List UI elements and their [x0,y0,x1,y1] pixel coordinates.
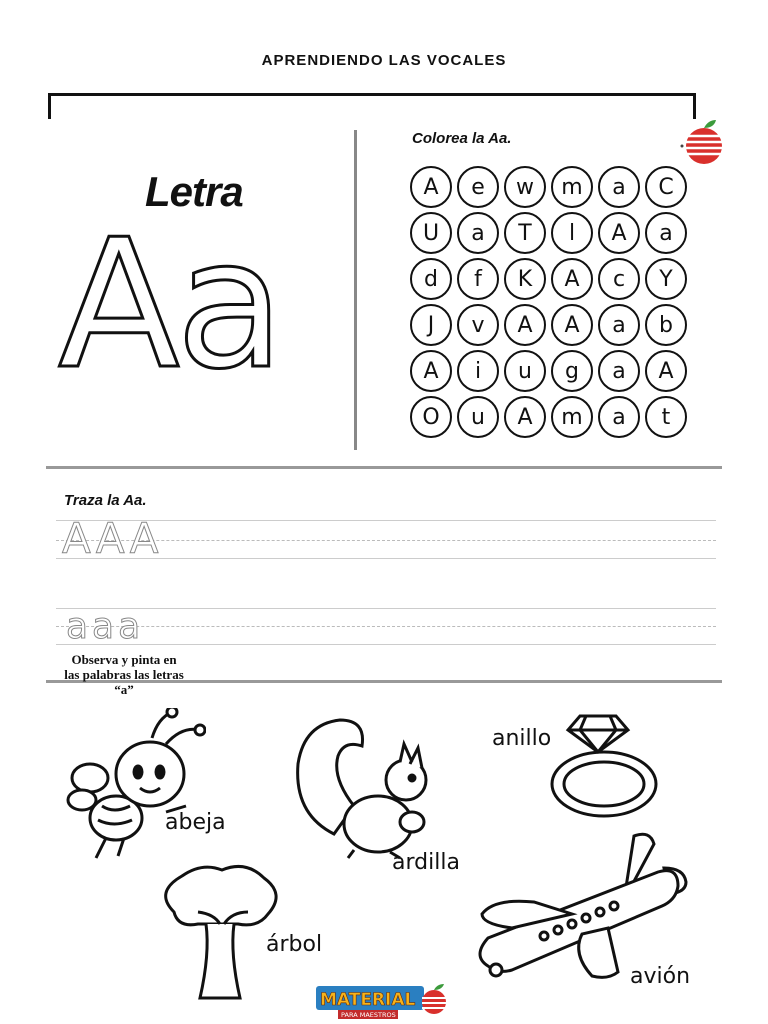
letter-circle[interactable]: A [645,350,687,392]
letter-circle[interactable]: U [410,212,452,254]
letter-circle[interactable]: A [551,304,593,346]
observa-line-1: Observa y pinta en [71,652,177,667]
word-ardilla: ardilla [392,850,460,875]
guide-dashed-line [56,626,716,627]
big-outline-letters: Aa [58,201,281,408]
letter-circle[interactable]: u [504,350,546,392]
letter-circle[interactable]: C [645,166,687,208]
trace-lowercase: aaa [66,606,145,647]
letter-circle[interactable]: Y [645,258,687,300]
colorea-instruction: Colorea la Aa. [412,130,512,147]
tree-icon [154,862,284,1002]
letter-circle[interactable]: a [645,212,687,254]
letter-circle[interactable]: A [551,258,593,300]
traza-instruction: Traza la Aa. [64,492,147,509]
letra-heading: Letra [145,168,243,215]
letter-circle[interactable]: l [551,212,593,254]
frame-border [48,93,696,119]
brand-name: MATERIAL [320,990,416,1010]
letter-circle[interactable]: a [598,350,640,392]
letter-circle[interactable]: a [598,166,640,208]
letter-circle[interactable]: e [457,166,499,208]
guide-line [56,608,716,609]
letter-circle[interactable]: b [645,304,687,346]
trace-uppercase: AAA [62,514,163,563]
brand-tagline: PARA MAESTROS [341,1011,396,1019]
word-arbol: árbol [266,932,323,957]
letter-circle[interactable]: f [457,258,499,300]
letter-circle[interactable]: i [457,350,499,392]
letter-circle[interactable]: t [645,396,687,438]
letter-circle[interactable]: d [410,258,452,300]
word-abeja: abeja [165,810,226,835]
letter-circle-grid [410,166,692,440]
observa-instruction [40,652,208,697]
letter-circle[interactable]: v [457,304,499,346]
letter-circle[interactable]: A [504,396,546,438]
ring-icon [544,702,664,822]
letter-circle[interactable]: O [410,396,452,438]
letter-circle[interactable]: A [598,212,640,254]
letter-circle[interactable]: u [457,396,499,438]
letter-circle[interactable]: A [410,350,452,392]
letter-circle[interactable]: T [504,212,546,254]
letter-circle[interactable]: K [504,258,546,300]
observa-line-3: “a” [114,682,134,697]
squirrel-icon [294,714,444,864]
word-anillo: anillo [492,726,552,751]
section-divider-1 [46,466,722,469]
letter-circle[interactable]: m [551,166,593,208]
letter-circle[interactable]: a [598,396,640,438]
apple-logo-icon [678,118,724,168]
vertical-divider [354,130,357,450]
material-para-maestros-logo-icon [316,984,448,1020]
observa-line-2: las palabras las letras [64,667,184,682]
letter-circle[interactable]: a [457,212,499,254]
letter-circle[interactable]: c [598,258,640,300]
page-title: APRENDIENDO LAS VOCALES [261,52,507,69]
letter-circle[interactable]: m [551,396,593,438]
bee-icon [66,708,206,868]
letter-circle[interactable]: A [410,166,452,208]
word-avion: avión [630,964,691,989]
letter-circle[interactable]: J [410,304,452,346]
letter-circle[interactable]: g [551,350,593,392]
letter-circle[interactable]: w [504,166,546,208]
letter-circle[interactable]: a [598,304,640,346]
letter-circle[interactable]: A [504,304,546,346]
guide-line [56,644,716,645]
